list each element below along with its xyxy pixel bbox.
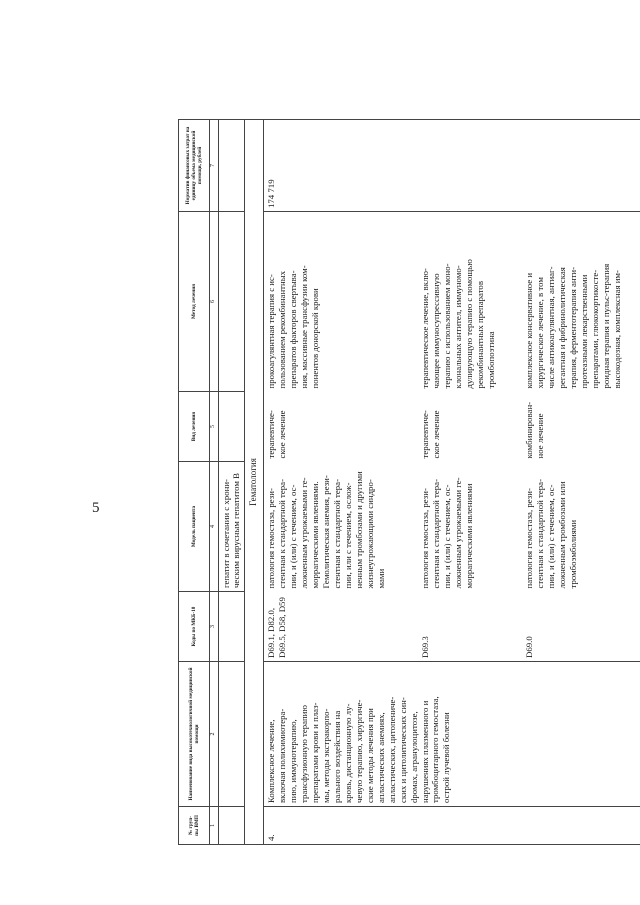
column-number: 2: [210, 662, 219, 807]
service-name: Комплексное лечение, включая полихимиотера- пию, иммунотерапию, трансфузионную терапию препаратами крови и плаз- мы, методы экстракорпо- рального воздействия на кровь, дистанционную лу- чевую терапию, хирургиче- ские методы лечения при апластических анемиях, апластических, цитопениче- ских и цитолитических син- dромах, агранулоцитозе, нарушениях плазменного и тромбоцитарного гемостаза, острой лучевой болезни: [263, 662, 640, 807]
column-number: 7: [210, 120, 219, 212]
treatment-type: терапевтиче- ское лечение: [265, 410, 287, 459]
cost-norm: 174 719: [263, 120, 640, 212]
column-number-row: [210, 120, 219, 845]
header-group-number: № груп- пы ВМП: [179, 807, 210, 845]
section-title: Гематология: [245, 120, 263, 845]
header-cost-norm: Норматив финансовых затрат на единицу объема медицинской помощи, рублей: [179, 120, 210, 212]
header-service-name: Наименование вида высокотехнологичной медицинской помощи: [179, 662, 210, 807]
icd-codes: D69.1, D82.0, D69.5, D58, D59: [265, 597, 287, 658]
treatment-type: комбинирован- ное лечение: [523, 401, 545, 459]
treatment-method: терапевтическое лечение, вклю- чающее иммуносупрессивную терапию с использованием моно- клональных антител, иммуномо- дулирующую терапию с помощью рекомбинантных препаратов тромбопоэтина: [419, 259, 496, 389]
page-number: 5: [92, 500, 100, 516]
treatment-method: комплексное консервативное и хирургическое лечение, в том числе антикоагулянтная, антиаг- регантная и фибринолитическая терапия, ферментотерапия анти- протеазными лекарственными препаратами, глюкокортикосте- роидная терапия и пульс-терапия высокодозная, комплексная им-: [523, 263, 622, 389]
header-treatment-type: Вид лечения: [179, 392, 210, 462]
treatment-method: прокоагулянтная терапия с ис- пользованием рекомбинантных препаратов факторов свертыва- ния, массивные трансфузии ком- понентов донорской крови: [265, 265, 320, 389]
column-number: 4: [210, 462, 219, 592]
patient-model: патология гемостаза, рези- стентная к стандартной тера- пии, и (или) с течением, ос- ложненным угрожаемыми ге- моррагическими явлениями: [419, 477, 474, 589]
column-number: 6: [210, 212, 219, 392]
section-row: [245, 120, 263, 845]
group-number: 4.: [263, 807, 640, 845]
header-icd-codes: Коды по МКБ-10: [179, 592, 210, 662]
header-row: [179, 120, 210, 845]
patient-model: патология гемостаза, рези- стентная к стандартной тера- пии, и (или) с течением, ос- ложненным угрожаемыми ге- моррагическими явлениями. Гемолитическая анемия, рези- стентная к стандартной тера- пии, или с течением, ослож- ненным тромбозами и другими жизнеугрожающими синдро- мами: [265, 471, 386, 589]
carryover-row: [218, 120, 245, 845]
patient-model: патология гемостаза, рези- стентная к стандартной тера- пии, и (или) с течением, ос- ложненным тромбозами или тромбоэмболиями: [523, 478, 578, 589]
carryover-patient-model: гепатит в сочетании с хрони- ческим вирусным гепатитом В: [218, 462, 245, 592]
vmp-table: [178, 119, 640, 845]
column-number: 5: [210, 392, 219, 462]
header-treatment-method: Метод лечения: [179, 212, 210, 392]
header-patient-model: Модель пациента: [179, 462, 210, 592]
column-number: 3: [210, 592, 219, 662]
table-row: [263, 120, 418, 845]
treatment-type: терапевтиче- ское лечение: [419, 410, 441, 459]
column-number: 1: [210, 807, 219, 845]
icd-codes: D69.0: [523, 636, 534, 658]
icd-codes: D69.3: [419, 636, 430, 658]
rotated-page-content: [178, 120, 640, 845]
